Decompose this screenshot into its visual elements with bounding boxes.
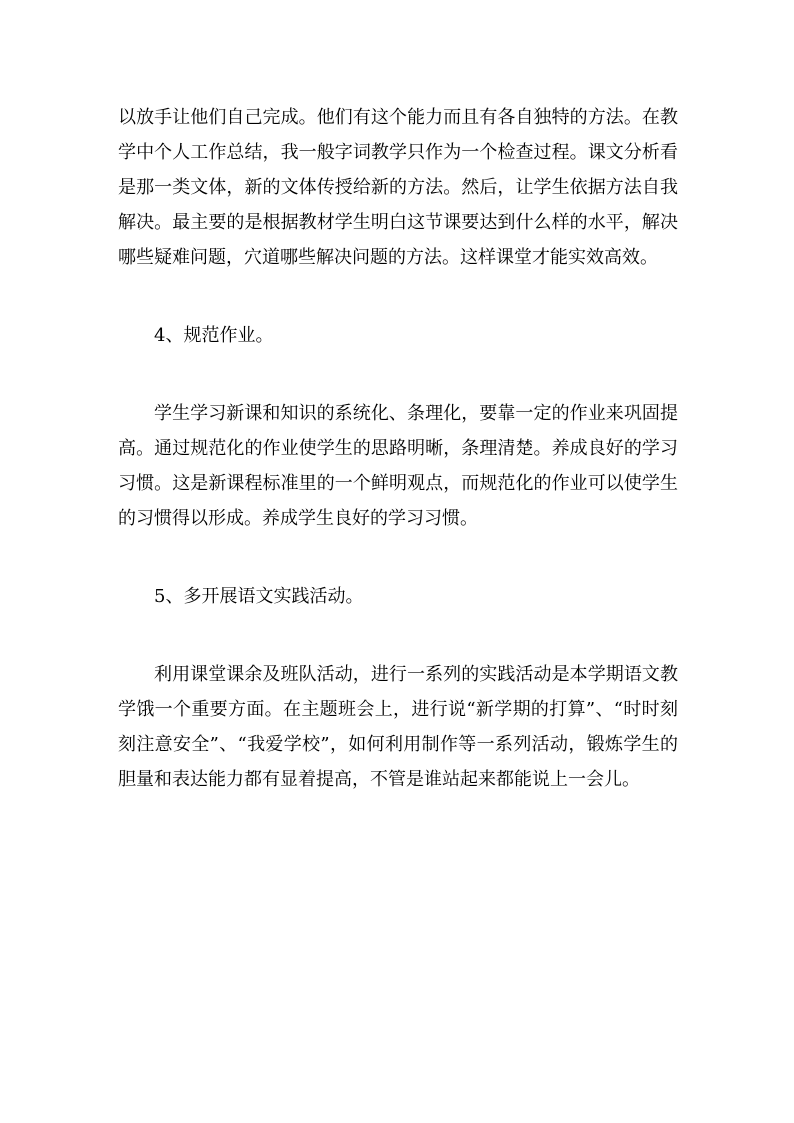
paragraph-continued: 以放手让他们自己完成。他们有这个能力而且有各自独特的方法。在教学中个人工作总结，我一般字词教学只作为一个检查过程。课文分析看是那一类文体，新的文体传授给新的方法。然后，让学生依据方法自我解决。最主要的是根据教材学生明白这节课要达到什么样的水平，解决哪些疑难问题，穴道哪些解决问题的方法。这样课堂才能实效高效。 bbox=[118, 107, 678, 268]
paragraph-practice-activities: 利用课堂课余及班队活动，进行一系列的实践活动是本学期语文教学饿一个重要方面。在主题班会上，进行说“新学期的打算”、“时时刻刻注意安全”、“我爱学校”，如何利用制作等一系列活动，锻炼学生的胆量和表达能力都有显着提高，不管是谁站起来都能说上一会儿。 bbox=[118, 664, 678, 790]
paragraph-spacer bbox=[118, 536, 678, 579]
section-heading-5: 5、多开展语文实践活动。 bbox=[154, 586, 364, 607]
document-body bbox=[118, 100, 678, 797]
section-heading-4: 4、规范作业。 bbox=[154, 325, 274, 346]
paragraph-spacer bbox=[118, 275, 678, 318]
paragraph-standardized-homework: 学生学习新课和知识的系统化、条理化，要靠一定的作业来巩固提高。通过规范化的作业使学生的思路明晰，条理清楚。养成良好的学习习惯。这是新课程标准里的一个鲜明观点，而规范化的作业可以使学生的习惯得以形成。养成学生良好的学习习惯。 bbox=[118, 403, 678, 529]
paragraph-spacer bbox=[118, 614, 678, 657]
paragraph-spacer bbox=[118, 353, 678, 396]
